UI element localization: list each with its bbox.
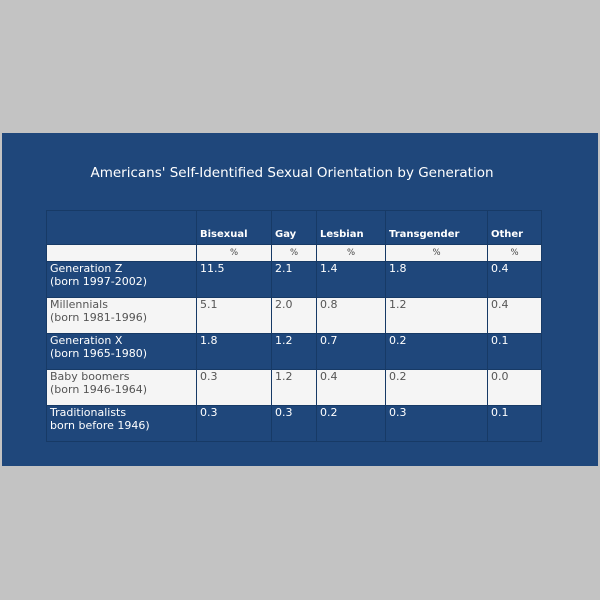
row-label-years: (born 1946-1964): [50, 383, 148, 396]
table-cell: 0.3: [386, 406, 488, 442]
table-cell: 0.2: [386, 334, 488, 370]
unit-corner: [47, 245, 197, 262]
table-cell: 1.8: [386, 262, 488, 298]
table-cell: 0.1: [488, 334, 542, 370]
row-label-name: Generation Z: [50, 262, 123, 275]
table-cell: 5.1: [197, 298, 272, 334]
table-cell: 0.4: [317, 370, 386, 406]
table-cell: 0.2: [317, 406, 386, 442]
table-cell: 0.3: [197, 370, 272, 406]
row-label-years: (born 1997-2002): [50, 275, 148, 288]
table-cell: 0.2: [386, 370, 488, 406]
table-cell: 0.3: [272, 406, 317, 442]
table-cell: 0.0: [488, 370, 542, 406]
unit-row: [47, 245, 542, 262]
table-cell: 1.2: [386, 298, 488, 334]
table-cell: 1.2: [272, 334, 317, 370]
table-row: [47, 298, 542, 334]
table-cell: 0.4: [488, 298, 542, 334]
unit-label: %: [386, 245, 488, 262]
unit-label: %: [317, 245, 386, 262]
table-row: [47, 406, 542, 442]
table-cell: 0.1: [488, 406, 542, 442]
table-cell: 11.5: [197, 262, 272, 298]
table-cell: 0.4: [488, 262, 542, 298]
chart-panel: [2, 133, 598, 466]
column-header: Other: [488, 211, 542, 245]
row-label-name: Generation X: [50, 334, 123, 347]
data-table: [46, 210, 542, 442]
table-cell: 2.1: [272, 262, 317, 298]
table-row: [47, 370, 542, 406]
table-row: [47, 334, 542, 370]
column-header: Bisexual: [197, 211, 272, 245]
column-header: Lesbian: [317, 211, 386, 245]
chart-title: Americans' Self-Identified Sexual Orientation by Generation: [90, 165, 494, 181]
row-label: [47, 334, 197, 370]
row-label: [47, 298, 197, 334]
table-cell: 0.8: [317, 298, 386, 334]
table-cell: 1.8: [197, 334, 272, 370]
row-label: [47, 406, 197, 442]
table-cell: 2.0: [272, 298, 317, 334]
unit-label: %: [272, 245, 317, 262]
header-row: [47, 211, 542, 245]
column-header: Transgender: [386, 211, 488, 245]
table-cell: 1.4: [317, 262, 386, 298]
table-row: [47, 262, 542, 298]
column-header: Gay: [272, 211, 317, 245]
row-label-name: Baby boomers: [50, 370, 130, 383]
row-label: [47, 262, 197, 298]
unit-label: %: [488, 245, 542, 262]
row-label-years: (born 1981-1996): [50, 311, 148, 324]
row-label-years: born before 1946): [50, 419, 150, 432]
table-cell: 1.2: [272, 370, 317, 406]
table-cell: 0.7: [317, 334, 386, 370]
header-corner: [47, 211, 197, 245]
row-label: [47, 370, 197, 406]
table-cell: 0.3: [197, 406, 272, 442]
unit-label: %: [197, 245, 272, 262]
row-label-name: Traditionalists: [50, 406, 127, 419]
row-label-years: (born 1965-1980): [50, 347, 148, 360]
row-label-name: Millennials: [50, 298, 108, 311]
